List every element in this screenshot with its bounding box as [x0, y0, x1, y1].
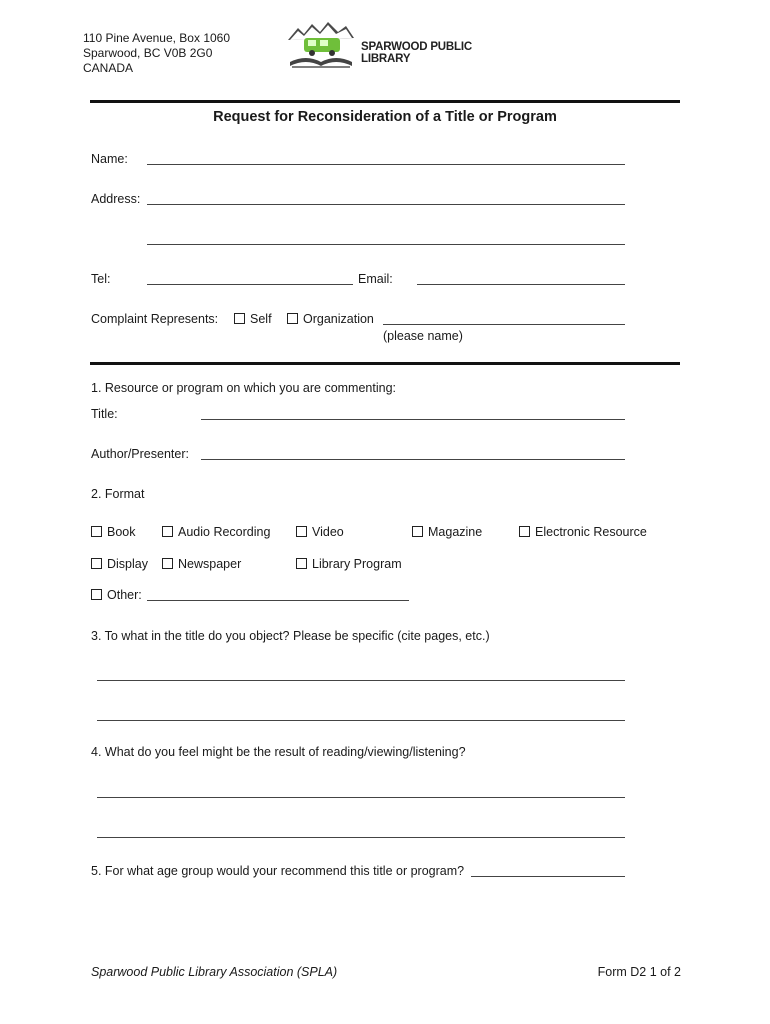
question-2: 2. Format — [91, 487, 145, 501]
question-4: 4. What do you feel might be the result of reading/viewing/listening? — [91, 745, 466, 759]
format-magazine-label: Magazine — [428, 525, 483, 539]
tel-label: Tel: — [91, 272, 111, 286]
title-label: Title: — [91, 407, 118, 421]
question-3: 3. To what in the title do you object? Please be specific (cite pages, etc.) — [91, 629, 490, 643]
format-library-program-checkbox[interactable] — [296, 557, 402, 571]
checkbox-icon — [296, 558, 307, 569]
logo-text-line-2: LIBRARY — [361, 53, 411, 65]
author-field[interactable] — [201, 459, 625, 460]
organization-label: Organization — [303, 312, 374, 326]
format-electronic-checkbox[interactable] — [519, 525, 647, 539]
checkbox-icon — [91, 558, 102, 569]
checkbox-icon — [519, 526, 530, 537]
format-video-label: Video — [312, 525, 344, 539]
format-magazine-checkbox[interactable] — [412, 525, 482, 539]
self-checkbox-icon — [234, 313, 245, 324]
checkbox-icon — [162, 526, 173, 537]
address-field-2[interactable] — [147, 244, 625, 245]
format-other-checkbox[interactable] — [91, 588, 142, 602]
checkbox-icon — [91, 589, 102, 600]
self-checkbox[interactable] — [234, 312, 272, 326]
q4-answer-line-1[interactable] — [97, 797, 625, 798]
author-label: Author/Presenter: — [91, 447, 189, 461]
footer-page-number: Form D2 1 of 2 — [597, 965, 681, 979]
library-logo — [284, 20, 484, 72]
format-newspaper-checkbox[interactable] — [162, 557, 241, 571]
footer-organization: Sparwood Public Library Association (SPLA) — [91, 965, 338, 979]
return-address — [83, 31, 230, 76]
organization-name-field[interactable] — [383, 324, 625, 325]
form-title: Request for Reconsideration of a Title or Program — [213, 109, 557, 125]
checkbox-icon — [91, 526, 102, 537]
q5-answer-field[interactable] — [471, 876, 625, 877]
logo-text-line-1: SPARWOOD PUBLIC — [361, 41, 472, 53]
address-line-3: CANADA — [83, 61, 134, 75]
checkbox-icon — [412, 526, 423, 537]
name-label: Name: — [91, 152, 128, 166]
format-video-checkbox[interactable] — [296, 525, 344, 539]
organization-checkbox[interactable] — [287, 312, 374, 326]
format-book-label: Book — [107, 525, 136, 539]
organization-checkbox-icon — [287, 313, 298, 324]
format-display-checkbox[interactable] — [91, 557, 148, 571]
self-label: Self — [250, 312, 272, 326]
format-other-field[interactable] — [147, 600, 409, 601]
format-display-label: Display — [107, 557, 148, 571]
complaint-label: Complaint Represents: — [91, 312, 219, 326]
email-label: Email: — [358, 272, 393, 286]
format-audio-label: Audio Recording — [178, 525, 271, 539]
middle-rule — [90, 362, 680, 365]
title-field[interactable] — [201, 419, 625, 420]
top-rule — [90, 100, 680, 103]
format-newspaper-label: Newspaper — [178, 557, 242, 571]
q3-answer-line-2[interactable] — [97, 720, 625, 721]
name-field[interactable] — [147, 164, 625, 165]
library-logo-icon — [284, 20, 358, 70]
question-1: 1. Resource or program on which you are commenting: — [91, 381, 397, 395]
address-field-1[interactable] — [147, 204, 625, 205]
please-name-hint: (please name) — [383, 329, 463, 343]
q3-answer-line-1[interactable] — [97, 680, 625, 681]
format-other-label: Other: — [107, 588, 142, 602]
address-line-2: Sparwood, BC V0B 2G0 — [83, 46, 213, 60]
checkbox-icon — [162, 558, 173, 569]
address-label: Address: — [91, 192, 141, 206]
checkbox-icon — [296, 526, 307, 537]
q4-answer-line-2[interactable] — [97, 837, 625, 838]
format-book-checkbox[interactable] — [91, 525, 136, 539]
question-5: 5. For what age group would your recommend this title or program? — [91, 864, 465, 878]
format-library-program-label: Library Program — [312, 557, 402, 571]
address-line-1: 110 Pine Avenue, Box 1060 — [83, 31, 231, 45]
format-audio-checkbox[interactable] — [162, 525, 270, 539]
email-field[interactable] — [417, 284, 625, 285]
tel-field[interactable] — [147, 284, 353, 285]
format-electronic-label: Electronic Resource — [535, 525, 647, 539]
